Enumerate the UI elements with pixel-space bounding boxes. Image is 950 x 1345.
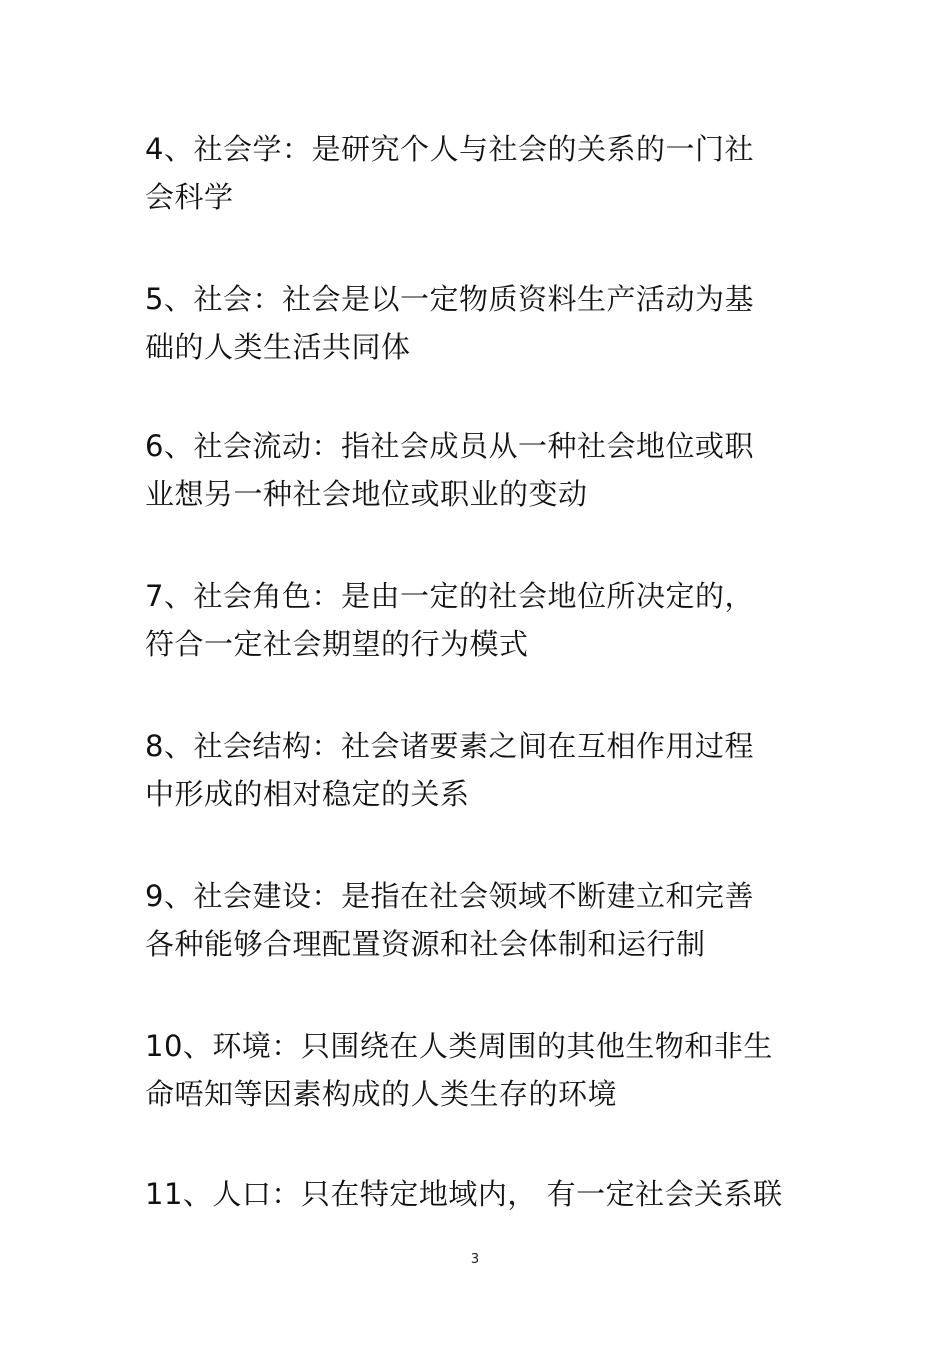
definition-entry-10 bbox=[145, 1022, 805, 1118]
definition-entry-11 bbox=[145, 1170, 805, 1218]
entry-line: 9、社会建设：是指在社会领域不断建立和完善 bbox=[145, 879, 754, 913]
definition-entry-6 bbox=[145, 422, 805, 518]
entry-line: 6、社会流动：指社会成员从一种社会地位或职 bbox=[145, 429, 754, 463]
definition-entry-4 bbox=[145, 125, 805, 221]
entry-line: 命唔知等因素构成的人类生存的环境 bbox=[145, 1077, 618, 1111]
entry-line: 10、环境：只围绕在人类周围的其他生物和非生 bbox=[145, 1029, 773, 1063]
definition-entry-5 bbox=[145, 275, 805, 371]
entry-line: 中形成的相对稳定的关系 bbox=[145, 777, 470, 811]
entry-line: 5、社会：社会是以一定物质资料生产活动为基 bbox=[145, 282, 754, 316]
entry-line: 符合一定社会期望的行为模式 bbox=[145, 627, 529, 661]
entry-line: 11、人口：只在特定地域内， 有一定社会关系联 bbox=[145, 1177, 783, 1211]
definition-entry-7 bbox=[145, 572, 805, 668]
entry-line: 业想另一种社会地位或职业的变动 bbox=[145, 477, 588, 511]
definition-entry-8 bbox=[145, 722, 805, 818]
entry-line: 各种能够合理配置资源和社会体制和运行制 bbox=[145, 927, 706, 961]
definition-entry-9 bbox=[145, 872, 805, 968]
entry-line: 8、社会结构：社会诸要素之间在互相作用过程 bbox=[145, 729, 754, 763]
page-number: 3 bbox=[470, 1252, 480, 1267]
entry-line: 4、社会学：是研究个人与社会的关系的一门社 bbox=[145, 132, 754, 166]
entry-line: 7、社会角色：是由一定的社会地位所决定的， bbox=[145, 579, 754, 613]
entry-line: 础的人类生活共同体 bbox=[145, 330, 411, 364]
entry-line: 会科学 bbox=[145, 180, 234, 214]
